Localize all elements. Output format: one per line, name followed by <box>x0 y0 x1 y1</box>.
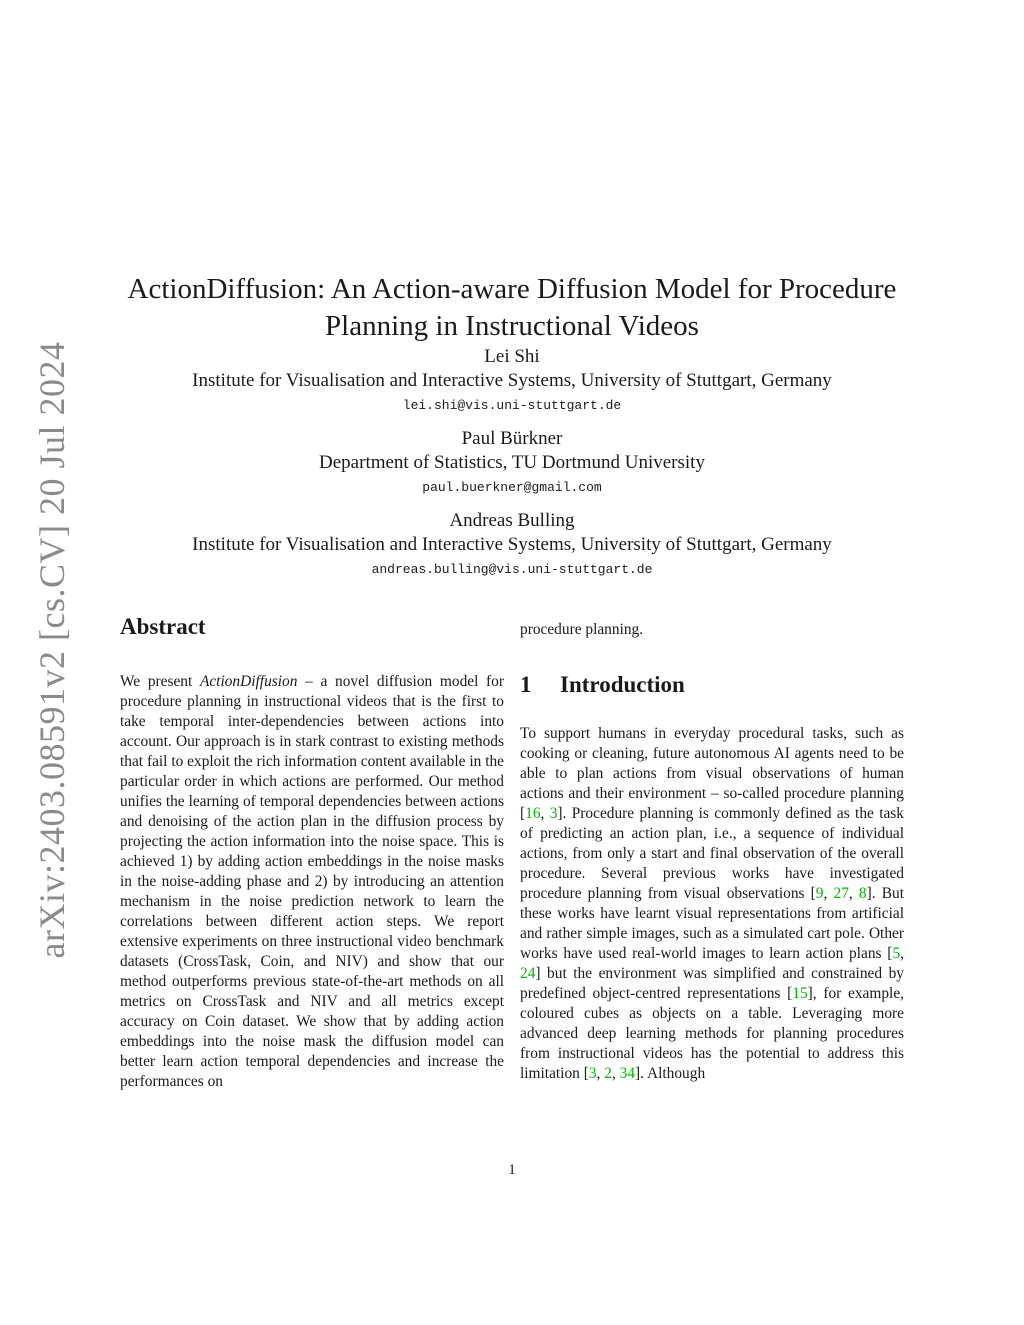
citation-link[interactable]: 5 <box>892 945 901 962</box>
introduction-text-segment: ]. Although <box>635 1065 706 1082</box>
introduction-text-segment: ]. But these works have learnt visual representations from artificial and rather simple images, such as a simulated cart pole. Other works have used real-world images to learn action plans [ <box>520 885 904 962</box>
section-title: Introduction <box>560 672 685 697</box>
author-affiliation: Department of Statistics, TU Dortmund University <box>319 452 705 473</box>
introduction-text-segment: , <box>540 805 550 822</box>
citation-link[interactable]: 3 <box>588 1065 597 1082</box>
author-name: Andreas Bulling <box>449 510 575 531</box>
introduction-text-segment: ], for example, coloured cubes as objects on a table. Leveraging more advanced deep learning methods for planning procedures from instructional videos has the potential to address this limitation [ <box>520 985 904 1082</box>
citation-link[interactable]: 27 <box>833 885 849 902</box>
introduction-text <box>520 724 904 1084</box>
author-name: Paul Bürkner <box>461 428 563 449</box>
author-email[interactable]: paul.buerkner@gmail.com <box>422 480 602 495</box>
citation-link[interactable]: 3 <box>549 805 558 822</box>
author-email[interactable]: andreas.bulling@vis.uni-stuttgart.de <box>371 562 653 577</box>
citation-link[interactable]: 34 <box>619 1065 636 1082</box>
abstract-continuation: procedure planning. <box>520 621 644 638</box>
right-column <box>520 620 904 1084</box>
abstract-lead: We present <box>120 673 200 690</box>
citation-link[interactable]: 8 <box>858 885 867 902</box>
author-email[interactable]: lei.shi@vis.uni-stuttgart.de <box>402 398 622 413</box>
introduction-text-segment: , <box>596 1065 605 1082</box>
section-number: 1 <box>520 672 532 697</box>
author-name: Lei Shi <box>484 346 540 367</box>
citation-link[interactable]: 2 <box>604 1065 612 1082</box>
paper-title: ActionDiffusion: An Action-aware Diffusion Model for Procedure Planning in Instructional Videos <box>127 273 897 343</box>
introduction-text-segment: , <box>900 945 904 962</box>
author-affiliation: Institute for Visualisation and Interactive Systems, University of Stuttgart, Germany <box>192 370 832 391</box>
citation-link[interactable]: 16 <box>525 805 541 822</box>
abstract-body: – a novel diffusion model for procedure planning in instructional videos that is the first to take temporal inter-dependencies between actions into account. Our approach is in stark contrast to existing methods that fail to exploit the rich information content available in the particular order in which actions are performed. Our method unifies the learning of temporal dependencies between actions and denoising of the action plan in the diffusion process by projecting the action information into the noise space. This is achieved 1) by adding action embeddings in the noise masks in the noise-adding phase and 2) by introducing an attention mechanism in the noise prediction network to learn the correlations between different action steps. We report extensive experiments on three instructional video benchmark datasets (CrossTask, Coin, and NIV) and show that our method outperforms previous state-of-the-art methods on all metrics on CrossTask and NIV and all metrics except accuracy on Coin dataset. We show that by adding action embeddings into the noise mask the diffusion model can better learn action temporal dependencies and increase the performances on <box>120 673 505 1090</box>
introduction-text-segment: , <box>611 1065 620 1082</box>
arxiv-identifier: arXiv:2403.08591v2 [cs.CV] 20 Jul 2024 <box>32 341 72 959</box>
abstract-heading: Abstract <box>120 614 206 639</box>
introduction-text-segment: ] but the environment was simplified and constrained by predefined object-centred representations [ <box>520 965 904 1002</box>
method-name: ActionDiffusion <box>199 673 298 690</box>
abstract-text <box>120 672 504 1092</box>
author-3 <box>120 509 904 583</box>
citation-link[interactable]: 24 <box>520 965 536 982</box>
author-list <box>120 345 904 591</box>
author-2 <box>120 427 904 501</box>
author-1 <box>120 345 904 419</box>
introduction-text-segment: , <box>823 885 834 902</box>
citation-link[interactable]: 9 <box>815 885 824 902</box>
abstract-column <box>120 612 504 1092</box>
citation-link[interactable]: 15 <box>792 985 808 1002</box>
page-number: 1 <box>508 1162 516 1178</box>
introduction-text-segment: ]. Procedure planning is commonly defined as the task of predicting an action plan, i.e., a sequence of individual actions, from only a start and final observation of the overall procedure. Several previous works have investigated procedure planning from visual observations [ <box>520 805 904 902</box>
introduction-text-segment: To support humans in everyday procedural tasks, such as cooking or cleaning, future autonomous AI agents need to be able to plan actions from visual observations of human actions and their environment – so-called procedure planning [ <box>520 725 904 822</box>
introduction-heading <box>520 670 904 700</box>
introduction-text-segment: , <box>848 885 859 902</box>
author-affiliation: Institute for Visualisation and Interactive Systems, University of Stuttgart, Germany <box>192 534 832 555</box>
